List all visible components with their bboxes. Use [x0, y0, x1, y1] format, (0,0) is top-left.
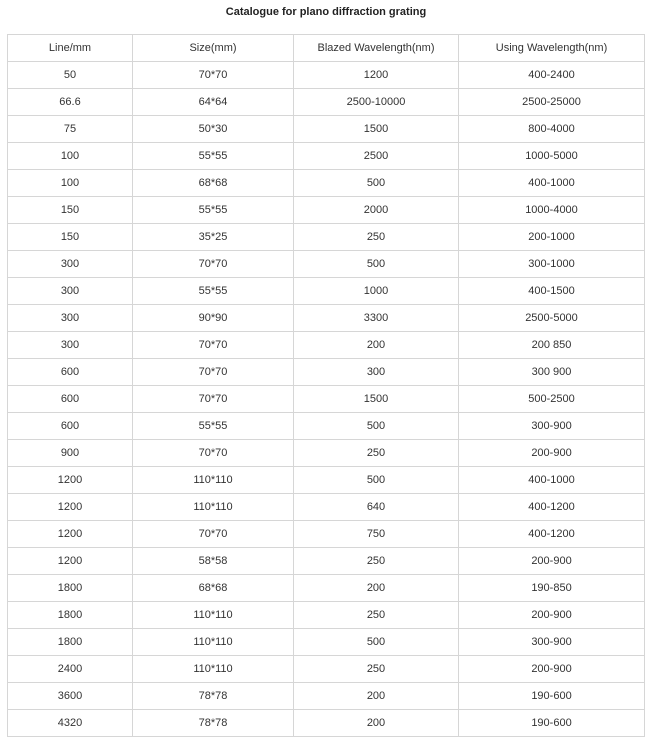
table-row — [8, 548, 645, 575]
cell-using-wavelength: 200-900 — [459, 548, 645, 575]
cell-size: 55*55 — [133, 413, 294, 440]
cell-blazed-wavelength: 3300 — [294, 305, 459, 332]
cell-size: 70*70 — [133, 386, 294, 413]
cell-blazed-wavelength: 200 — [294, 683, 459, 710]
cell-using-wavelength: 400-1000 — [459, 170, 645, 197]
cell-using-wavelength: 300 900 — [459, 359, 645, 386]
cell-line-density: 1200 — [8, 548, 133, 575]
cell-using-wavelength: 500-2500 — [459, 386, 645, 413]
cell-size: 78*78 — [133, 683, 294, 710]
cell-line-density: 600 — [8, 413, 133, 440]
cell-using-wavelength: 400-1000 — [459, 467, 645, 494]
table-row — [8, 116, 645, 143]
cell-blazed-wavelength: 500 — [294, 467, 459, 494]
cell-line-density: 1800 — [8, 629, 133, 656]
cell-line-density: 4320 — [8, 710, 133, 737]
cell-line-density: 600 — [8, 359, 133, 386]
cell-size: 64*64 — [133, 89, 294, 116]
cell-blazed-wavelength: 250 — [294, 548, 459, 575]
cell-using-wavelength: 190-850 — [459, 575, 645, 602]
table-body — [8, 62, 645, 737]
cell-blazed-wavelength: 750 — [294, 521, 459, 548]
cell-blazed-wavelength: 200 — [294, 710, 459, 737]
cell-using-wavelength: 2500-5000 — [459, 305, 645, 332]
cell-blazed-wavelength: 1000 — [294, 278, 459, 305]
cell-using-wavelength: 300-900 — [459, 629, 645, 656]
cell-blazed-wavelength: 250 — [294, 656, 459, 683]
header-size: Size(mm) — [133, 35, 294, 62]
table-row — [8, 494, 645, 521]
cell-using-wavelength: 400-1200 — [459, 494, 645, 521]
cell-line-density: 300 — [8, 332, 133, 359]
page-title: Catalogue for plano diffraction grating — [225, 6, 427, 18]
cell-using-wavelength: 2500-25000 — [459, 89, 645, 116]
cell-size: 55*55 — [133, 278, 294, 305]
cell-line-density: 300 — [8, 305, 133, 332]
cell-blazed-wavelength: 300 — [294, 359, 459, 386]
cell-using-wavelength: 1000-5000 — [459, 143, 645, 170]
cell-line-density: 100 — [8, 170, 133, 197]
cell-line-density: 1200 — [8, 494, 133, 521]
table-row — [8, 89, 645, 116]
table-row — [8, 710, 645, 737]
cell-size: 55*55 — [133, 143, 294, 170]
cell-blazed-wavelength: 200 — [294, 575, 459, 602]
cell-line-density: 1200 — [8, 521, 133, 548]
table-row — [8, 629, 645, 656]
cell-line-density: 2400 — [8, 656, 133, 683]
table-row — [8, 62, 645, 89]
cell-line-density: 300 — [8, 251, 133, 278]
table-row — [8, 575, 645, 602]
cell-blazed-wavelength: 250 — [294, 224, 459, 251]
cell-line-density: 150 — [8, 197, 133, 224]
table-row — [8, 386, 645, 413]
cell-size: 110*110 — [133, 467, 294, 494]
cell-using-wavelength: 200-1000 — [459, 224, 645, 251]
cell-size: 68*68 — [133, 575, 294, 602]
cell-blazed-wavelength: 250 — [294, 602, 459, 629]
cell-size: 50*30 — [133, 116, 294, 143]
cell-size: 70*70 — [133, 62, 294, 89]
cell-using-wavelength: 300-1000 — [459, 251, 645, 278]
cell-line-density: 1200 — [8, 467, 133, 494]
cell-using-wavelength: 200 850 — [459, 332, 645, 359]
table-row — [8, 170, 645, 197]
cell-using-wavelength: 400-1200 — [459, 521, 645, 548]
cell-line-density: 1800 — [8, 602, 133, 629]
cell-blazed-wavelength: 200 — [294, 332, 459, 359]
cell-blazed-wavelength: 1200 — [294, 62, 459, 89]
cell-using-wavelength: 400-1500 — [459, 278, 645, 305]
cell-blazed-wavelength: 2000 — [294, 197, 459, 224]
table-row — [8, 224, 645, 251]
cell-line-density: 900 — [8, 440, 133, 467]
table-row — [8, 359, 645, 386]
cell-blazed-wavelength: 500 — [294, 413, 459, 440]
cell-size: 68*68 — [133, 170, 294, 197]
cell-blazed-wavelength: 1500 — [294, 386, 459, 413]
cell-using-wavelength: 400-2400 — [459, 62, 645, 89]
cell-blazed-wavelength: 2500-10000 — [294, 89, 459, 116]
cell-blazed-wavelength: 1500 — [294, 116, 459, 143]
cell-line-density: 50 — [8, 62, 133, 89]
cell-using-wavelength: 200-900 — [459, 440, 645, 467]
cell-blazed-wavelength: 2500 — [294, 143, 459, 170]
cell-blazed-wavelength: 500 — [294, 629, 459, 656]
cell-size: 110*110 — [133, 494, 294, 521]
cell-size: 55*55 — [133, 197, 294, 224]
cell-blazed-wavelength: 640 — [294, 494, 459, 521]
cell-line-density: 100 — [8, 143, 133, 170]
cell-size: 70*70 — [133, 521, 294, 548]
table-row — [8, 197, 645, 224]
cell-blazed-wavelength: 500 — [294, 251, 459, 278]
table-row — [8, 305, 645, 332]
cell-size: 70*70 — [133, 359, 294, 386]
table-row — [8, 332, 645, 359]
table-row — [8, 143, 645, 170]
header-blazed-wavelength: Blazed Wavelength(nm) — [294, 35, 459, 62]
cell-line-density: 300 — [8, 278, 133, 305]
cell-using-wavelength: 800-4000 — [459, 116, 645, 143]
table-row — [8, 440, 645, 467]
cell-using-wavelength: 1000-4000 — [459, 197, 645, 224]
table-row — [8, 413, 645, 440]
cell-size: 110*110 — [133, 602, 294, 629]
header-using-wavelength: Using Wavelength(nm) — [459, 35, 645, 62]
table-row — [8, 278, 645, 305]
cell-size: 35*25 — [133, 224, 294, 251]
cell-size: 70*70 — [133, 251, 294, 278]
table-row — [8, 602, 645, 629]
cell-using-wavelength: 190-600 — [459, 710, 645, 737]
cell-size: 78*78 — [133, 710, 294, 737]
cell-size: 70*70 — [133, 440, 294, 467]
cell-size: 70*70 — [133, 332, 294, 359]
cell-blazed-wavelength: 500 — [294, 170, 459, 197]
cell-size: 110*110 — [133, 656, 294, 683]
cell-line-density: 600 — [8, 386, 133, 413]
cell-using-wavelength: 300-900 — [459, 413, 645, 440]
cell-size: 90*90 — [133, 305, 294, 332]
header-line-density: Line/mm — [8, 35, 133, 62]
cell-line-density: 75 — [8, 116, 133, 143]
table-header-row — [8, 35, 645, 62]
cell-using-wavelength: 200-900 — [459, 656, 645, 683]
cell-using-wavelength: 200-900 — [459, 602, 645, 629]
table-row — [8, 467, 645, 494]
table-row — [8, 656, 645, 683]
cell-line-density: 1800 — [8, 575, 133, 602]
cell-line-density: 150 — [8, 224, 133, 251]
cell-line-density: 3600 — [8, 683, 133, 710]
table-row — [8, 521, 645, 548]
cell-line-density: 66.6 — [8, 89, 133, 116]
table-row — [8, 683, 645, 710]
cell-using-wavelength: 190-600 — [459, 683, 645, 710]
cell-blazed-wavelength: 250 — [294, 440, 459, 467]
cell-size: 110*110 — [133, 629, 294, 656]
grating-catalogue-table — [7, 34, 645, 737]
table-row — [8, 251, 645, 278]
cell-size: 58*58 — [133, 548, 294, 575]
